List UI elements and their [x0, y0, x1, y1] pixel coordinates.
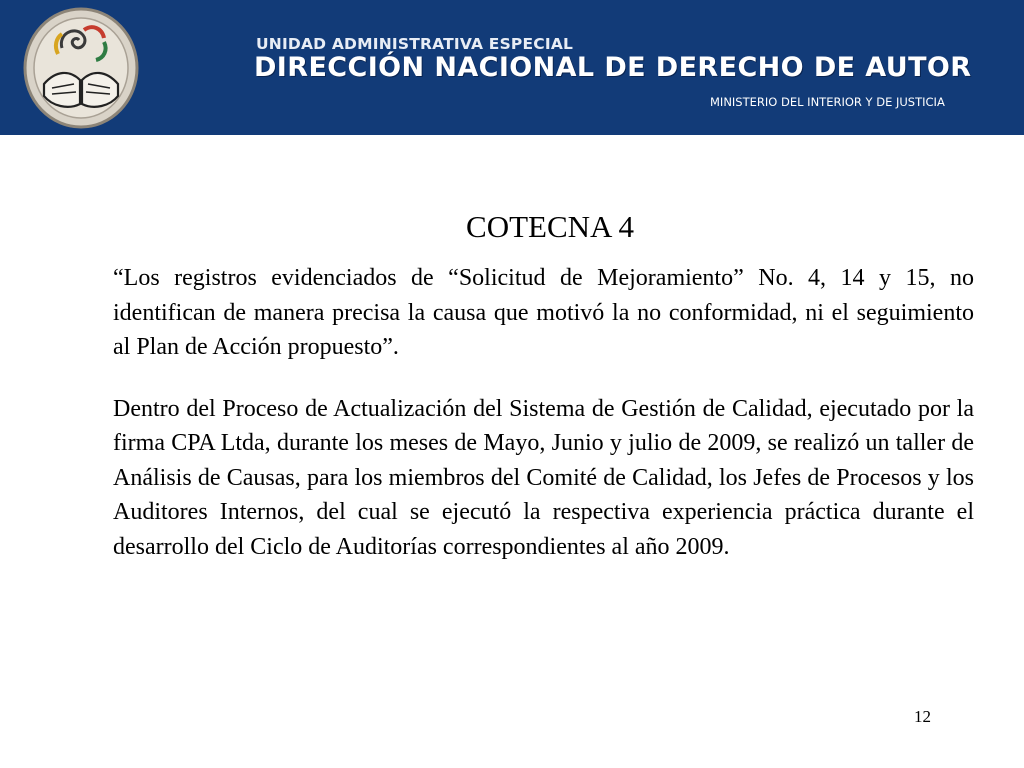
- body-paragraph-quote: “Los registros evidenciados de “Solicitud de Mejoramiento” No. 4, 14 y 15, no identifican de manera precisa la causa que motivó la no conformidad, ni el seguimiento al Plan de Acción propuesto”.: [113, 265, 974, 360]
- page-number: 12: [914, 707, 931, 726]
- body-paragraph-response: Dentro del Proceso de Actualización del Sistema de Gestión de Calidad, ejecutado por la firma CPA Ltda, durante los meses de Mayo, Junio y julio de 2009, se realizó un taller de Análisis de Causas, para los miembros del Comité de Calidad, los Jefes de Procesos y los Auditores Internos, del cual se ejecutó la respectiva experiencia práctica durante el desarrollo del Ciclo de Auditorías correspondientes al año 2009.: [113, 395, 974, 560]
- hands-holding-spiral-logo-icon: [22, 6, 140, 130]
- slide-title: COTECNA 4: [466, 209, 634, 244]
- agency-name: DIRECCIÓN NACIONAL DE DERECHO DE AUTOR: [254, 52, 972, 83]
- unit-label: UNIDAD ADMINISTRATIVA ESPECIAL: [256, 35, 574, 53]
- ministry-label: MINISTERIO DEL INTERIOR Y DE JUSTICIA: [710, 95, 945, 109]
- slide-body: [113, 261, 974, 591]
- header-banner: [0, 0, 1024, 135]
